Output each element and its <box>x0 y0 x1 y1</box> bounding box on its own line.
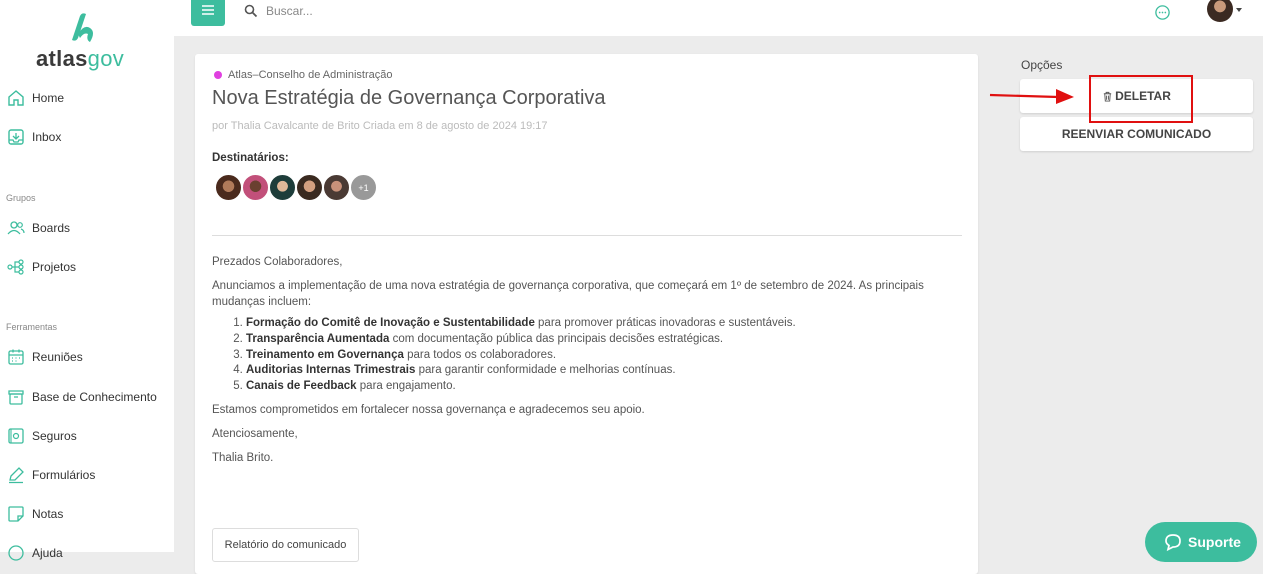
atlasgov-logo-icon <box>64 10 100 46</box>
pen-icon <box>7 466 25 484</box>
support-button[interactable] <box>1145 522 1257 562</box>
sidebar-item-label: Home <box>32 91 65 105</box>
chevron-down-icon[interactable] <box>1236 8 1242 12</box>
sidebar-item-formularios[interactable] <box>7 463 95 487</box>
council-color-dot <box>214 71 222 79</box>
changes-list <box>234 316 967 395</box>
announcement-body <box>212 254 967 474</box>
menu-toggle-button[interactable] <box>191 0 225 26</box>
sidebar-item-label: Boards <box>32 221 71 235</box>
sidebar-item-home[interactable] <box>7 86 64 110</box>
report-button[interactable]: Relatório do comunicado <box>212 528 359 562</box>
intro-paragraph: Anunciamos a implementação de uma nova estratégia de governança corporativa, que começará em 1º de setembro de 2024. As principais mudanças incluem: <box>212 280 924 308</box>
sidebar-item-projetos[interactable] <box>7 255 76 279</box>
user-avatar[interactable] <box>1207 0 1233 22</box>
list-item: 3. Treinamento em Governança para todos os colaboradores. <box>246 348 967 364</box>
announcement-card <box>195 54 978 574</box>
sidebar-item-base-de-conhecimento[interactable] <box>7 385 157 409</box>
search-icon <box>244 4 258 18</box>
help-icon <box>7 544 25 562</box>
closing-paragraph: Estamos comprometidos em fortalecer nossa governança e agradecemos seu apoio. <box>212 403 645 416</box>
chat-icon[interactable] <box>1154 4 1171 21</box>
section-label-groups: Grupos <box>6 193 36 203</box>
section-label-tools: Ferramentas <box>6 322 58 332</box>
resend-button[interactable]: REENVIAR COMUNICADO <box>1020 117 1253 151</box>
recipients-label: Destinatários: <box>212 152 289 164</box>
sidebar-item-seguros[interactable] <box>7 424 77 448</box>
users-icon <box>7 219 25 237</box>
note-icon <box>7 505 25 523</box>
top-bar <box>174 0 1263 36</box>
list-item: 1. Formação do Comitê de Inovação e Sustentabilidade para promover práticas inovadoras e sustentáveis. <box>246 316 967 332</box>
signoff: Atenciosamente, <box>212 427 298 440</box>
council-name: Atlas–Conselho de Administração <box>228 69 393 81</box>
speech-bubble-icon <box>1164 533 1182 551</box>
sidebar-item-label: Base de Conhecimento <box>32 390 157 404</box>
sidebar-item-label: Notas <box>32 507 64 521</box>
atlasgov-wordmark: atlasgov <box>36 46 125 71</box>
list-item: 4. Auditorias Internas Trimestrais para garantir conformidade e melhorias contínuas. <box>246 363 967 379</box>
home-icon <box>7 89 25 107</box>
more-recipients-badge[interactable]: +1 <box>350 174 377 201</box>
safe-icon <box>7 427 25 445</box>
calendar-icon <box>7 348 25 366</box>
hamburger-icon <box>202 5 214 15</box>
annotation-arrow-icon <box>988 86 1076 106</box>
highlight-box <box>1089 75 1193 123</box>
hierarchy-icon <box>7 258 25 276</box>
avatar[interactable] <box>323 174 350 201</box>
sidebar-item-reunioes[interactable] <box>7 345 83 369</box>
archive-icon <box>7 388 25 406</box>
avatar[interactable] <box>269 174 296 201</box>
sidebar-item-label: Ajuda <box>32 546 63 560</box>
inbox-icon <box>7 128 25 146</box>
divider <box>212 235 962 236</box>
sidebar-item-label: Inbox <box>32 130 62 144</box>
avatar[interactable] <box>296 174 323 201</box>
signature: Thalia Brito. <box>212 451 274 464</box>
sidebar-item-inbox[interactable] <box>7 125 61 149</box>
sidebar-item-label: Projetos <box>32 260 77 274</box>
council-tag <box>214 69 392 81</box>
sidebar-item-boards[interactable] <box>7 216 70 240</box>
delete-button-label: DELETAR <box>1115 89 1171 103</box>
greeting: Prezados Colaboradores, <box>212 256 343 268</box>
sidebar-item-label: Seguros <box>32 429 77 443</box>
options-title: Opções <box>1021 58 1063 72</box>
search-input[interactable] <box>266 2 566 20</box>
page-title: Nova Estratégia de Governança Corporativa <box>212 87 606 109</box>
sidebar-item-label: Formulários <box>32 468 96 482</box>
support-label: Suporte <box>1188 534 1241 550</box>
avatar[interactable] <box>215 174 242 201</box>
list-item: 5. Canais de Feedback para engajamento. <box>246 379 967 395</box>
sidebar-item-ajuda[interactable] <box>7 541 63 565</box>
list-item: 2. Transparência Aumentada com documentação pública das principais decisões estratégicas. <box>246 332 967 348</box>
sidebar-item-label: Reuniões <box>32 350 83 364</box>
post-meta: por Thalia Cavalcante de Brito Criada em 8 de agosto de 2024 19:17 <box>212 120 548 132</box>
atlasgov-logo[interactable] <box>36 8 126 72</box>
sidebar <box>0 0 174 560</box>
sidebar-item-notas[interactable] <box>7 502 63 526</box>
avatar[interactable] <box>242 174 269 201</box>
